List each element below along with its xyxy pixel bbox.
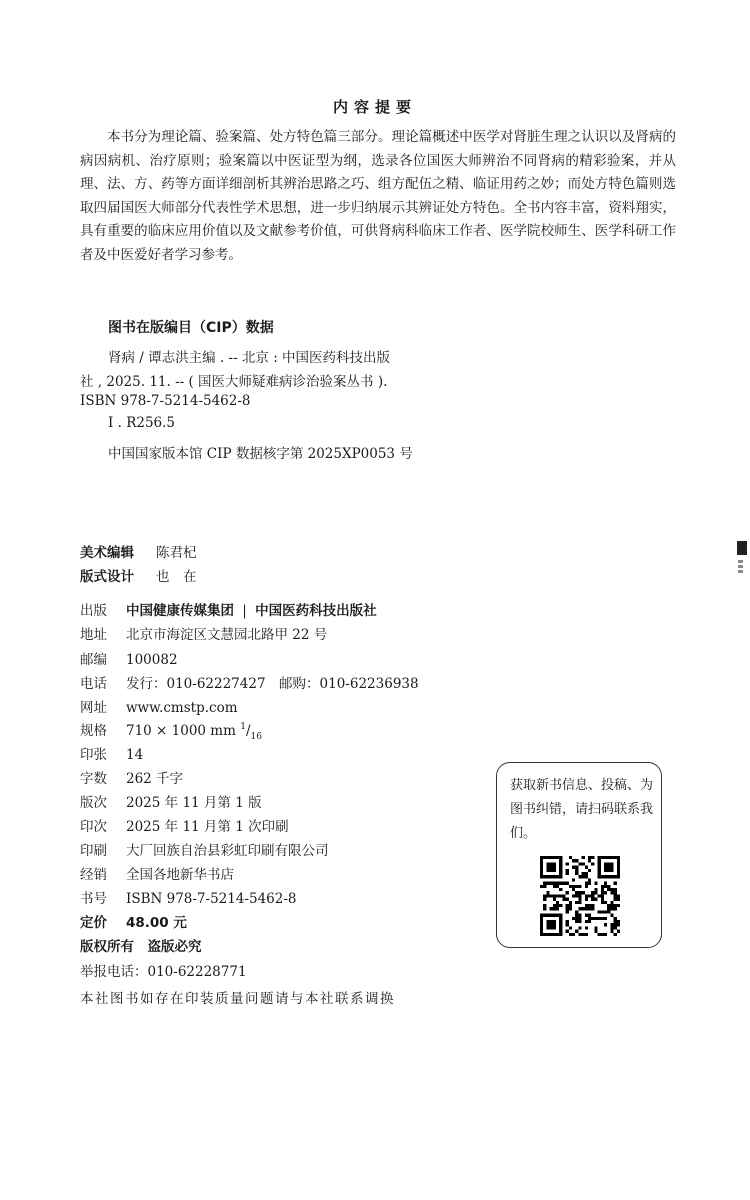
summary-title: 内容提要 bbox=[332, 98, 417, 116]
phone-row bbox=[80, 672, 419, 692]
qr-code-icon[interactable] bbox=[540, 856, 620, 940]
address-value: 北京市海淀区文慧园北路甲 22 号 bbox=[126, 627, 328, 643]
price-value: 48.00 元 bbox=[126, 915, 187, 931]
website-label: 网址 bbox=[80, 700, 107, 716]
edition-label: 版次 bbox=[80, 795, 107, 811]
impression-label: 印次 bbox=[80, 819, 107, 835]
distributor-label: 经销 bbox=[80, 867, 107, 883]
cip-line-1: 肾病 / 谭志洪主编 . -- 北京 : 中国医药科技出版 bbox=[108, 350, 391, 366]
sheets-row bbox=[80, 743, 143, 763]
address-row bbox=[80, 623, 327, 643]
postcode-value: 100082 bbox=[126, 652, 178, 668]
publisher-label: 出版 bbox=[80, 603, 107, 619]
impression-value: 2025 年 11 月第 1 次印刷 bbox=[126, 819, 289, 835]
seal-icon bbox=[737, 541, 747, 555]
cip-heading: 图书在版编目（CIP）数据 bbox=[108, 320, 274, 336]
printer-value: 大厂回族自治县彩虹印刷有限公司 bbox=[126, 843, 329, 859]
qr-notice-text: 获取新书信息、投稿、为图书纠错，请扫码联系我们。 bbox=[510, 778, 654, 841]
summary-body: 本书分为理论篇、验案篇、处方特色篇三部分。理论篇概述中医学对肾脏生理之认识以及肾病的病因病机、治疗原则；验案篇以中医证型为纲，选录各位国医大师辨治不同肾病的精彩验案，并从理、法、方、药等方面详细剖析其辨治思路之巧、组方配伍之精、临证用药之妙；而处方特色篇则选取四届国医大师部分代表性学术思想，进一步归纳展示其辨证处方特色。全书内容丰富，资料翔实，具有重要的临床应用价值以及文献参考价值，可供肾病科临床工作者、医学院校师生、医学科研工作者及中医爱好者学习参考。 bbox=[80, 129, 676, 263]
edition-row bbox=[80, 791, 262, 811]
impression-row bbox=[80, 815, 289, 835]
postcode-row bbox=[80, 648, 178, 668]
layout-design-row bbox=[80, 565, 197, 585]
price-row bbox=[80, 911, 187, 931]
spec-numerator: 1 bbox=[240, 722, 246, 732]
copyright-notice: 版权所有 盗版必究 bbox=[80, 939, 202, 955]
distributor-row bbox=[80, 863, 234, 883]
sheets-label: 印张 bbox=[80, 747, 107, 763]
postcode-label: 邮编 bbox=[80, 652, 107, 668]
wordcount-label: 字数 bbox=[80, 771, 107, 787]
edition-value: 2025 年 11 月第 1 版 bbox=[126, 795, 262, 811]
website-row bbox=[80, 696, 238, 716]
edge-mark-icon bbox=[737, 560, 745, 578]
price-label: 定价 bbox=[80, 915, 107, 931]
book-number-label: 书号 bbox=[80, 891, 107, 907]
book-number-row bbox=[80, 887, 297, 907]
printer-row bbox=[80, 839, 329, 859]
sheets-value: 14 bbox=[126, 747, 144, 763]
phone-label: 电话 bbox=[80, 676, 107, 692]
spec-row: 规格 710 × 1000 mm $^1/_{16}$ bbox=[80, 719, 262, 742]
art-editor-label: 美术编辑 bbox=[80, 545, 134, 561]
wordcount-value: 262 千字 bbox=[126, 771, 184, 787]
report-phone: 举报电话：010-62228771 bbox=[80, 964, 247, 980]
art-editor-value: 陈君杞 bbox=[156, 545, 197, 561]
spec-label: 规格 bbox=[80, 723, 107, 739]
cip-line-3: ISBN 978-7-5214-5462-8 bbox=[80, 393, 251, 409]
layout-design-label: 版式设计 bbox=[80, 569, 134, 585]
art-editor-row bbox=[80, 541, 197, 561]
printer-label: 印刷 bbox=[80, 843, 107, 859]
publisher-name: 中国医药科技出版社 bbox=[255, 603, 377, 619]
cip-line-2: 社 , 2025. 11. -- ( 国医大师疑难病诊治验案丛书 ). bbox=[80, 374, 388, 390]
website-value: www.cmstp.com bbox=[126, 700, 238, 716]
book-number-value: ISBN 978-7-5214-5462-8 bbox=[126, 891, 297, 907]
publisher-group: 中国健康传媒集团 bbox=[126, 603, 234, 619]
publisher-row bbox=[80, 599, 377, 619]
publisher-separator: | bbox=[242, 603, 247, 619]
phone-value: 发行：010-62227427 邮购：010-62236938 bbox=[126, 676, 419, 692]
cip-line-4: Ⅰ . R256.5 bbox=[108, 415, 176, 431]
cip-line-5: 中国国家版本馆 CIP 数据核字第 2025XP0053 号 bbox=[108, 446, 413, 462]
spec-value: 710 × 1000 mm bbox=[126, 723, 236, 739]
quality-footer: 本社图书如存在印装质量问题请与本社联系调换 bbox=[80, 991, 395, 1007]
spec-denominator: 16 bbox=[250, 732, 262, 742]
layout-design-value: 也 在 bbox=[156, 569, 197, 585]
wordcount-row bbox=[80, 767, 183, 787]
address-label: 地址 bbox=[80, 627, 107, 643]
distributor-value: 全国各地新华书店 bbox=[126, 867, 234, 883]
